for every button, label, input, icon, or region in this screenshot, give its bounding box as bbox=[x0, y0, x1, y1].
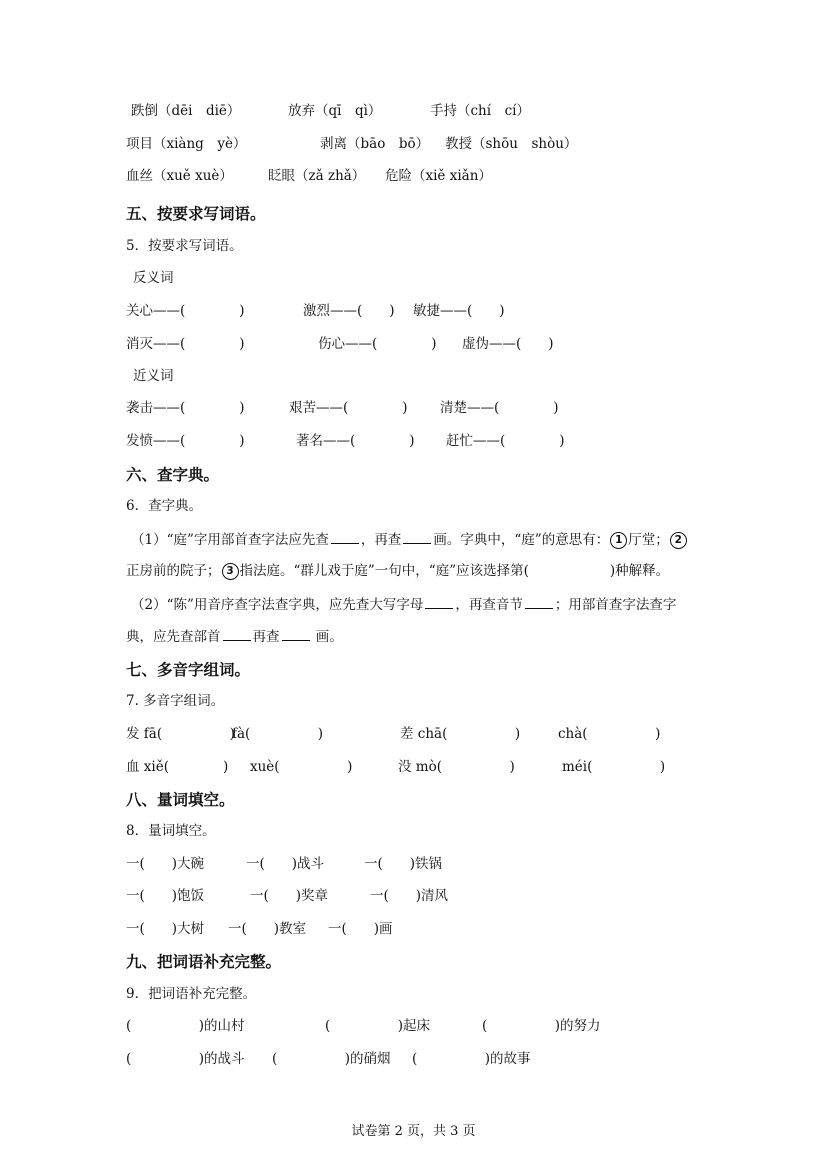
pinyin-item bbox=[126, 166, 233, 186]
text: （1）“庭”字用部首查字法应先查 bbox=[131, 532, 329, 548]
pinyin-item-text: 教授（shōu shòu） bbox=[445, 136, 578, 152]
fill-item: ( )的硝烟 bbox=[272, 1051, 391, 1067]
fill-item: 一( )铁锅 bbox=[364, 856, 443, 872]
pinyin-item bbox=[445, 134, 577, 154]
answer-blank[interactable] bbox=[282, 626, 310, 641]
pinyin-item-text: 手持（chí cí） bbox=[430, 103, 530, 119]
fill-item: ( )的山村 bbox=[126, 1018, 245, 1034]
text: 厅堂； bbox=[628, 532, 669, 548]
fill-item: 敏捷——( ) bbox=[413, 303, 505, 319]
section-heading: 六、查字典。 bbox=[126, 466, 220, 484]
fill-item: 差 chā( ) bbox=[400, 726, 521, 742]
question-title: 8．量词填空。 bbox=[126, 823, 216, 839]
question-title: 5．按要求写词语。 bbox=[126, 238, 243, 254]
circled-number: 2 bbox=[670, 532, 687, 549]
answer-blank[interactable] bbox=[331, 529, 359, 544]
fill-item: 一( )清风 bbox=[370, 888, 449, 904]
fill-item: 一( )大碗 bbox=[126, 856, 205, 872]
pinyin-item-text: 血丝（xuě xuè） bbox=[126, 168, 233, 184]
answer-blank[interactable] bbox=[525, 594, 553, 609]
text: ，再查 bbox=[360, 532, 402, 548]
fill-item: 消灭——( ) bbox=[126, 336, 245, 352]
fill-item: 一( )战斗 bbox=[246, 856, 325, 872]
fill-item: 发 fā( ) bbox=[126, 726, 235, 742]
question-title: 7. 多音字组词。 bbox=[126, 693, 225, 709]
pinyin-item-text: 剥离（bāo bō） bbox=[320, 136, 430, 152]
fill-item: 赶忙——( ) bbox=[446, 433, 565, 449]
pinyin-item-text: 项目（xiàng yè） bbox=[126, 136, 247, 152]
dict-q1-line2 bbox=[126, 561, 669, 581]
text: ；用部首查字法查字 bbox=[554, 597, 677, 613]
fill-item: fà( ) bbox=[232, 726, 324, 742]
question-title: 9．把词语补充完整。 bbox=[126, 986, 257, 1002]
pinyin-item bbox=[288, 101, 381, 121]
fill-item: 著名——( ) bbox=[296, 433, 415, 449]
answer-blank[interactable] bbox=[223, 626, 251, 641]
fill-item: 虚伪——( ) bbox=[462, 336, 554, 352]
fill-item: ( )的故事 bbox=[412, 1051, 531, 1067]
fill-item: 关心——( ) bbox=[126, 303, 245, 319]
fill-item: 一( )画 bbox=[328, 921, 393, 937]
fill-item: 一( )饱饭 bbox=[126, 888, 205, 904]
pinyin-item bbox=[320, 134, 429, 154]
text: 画。字典中，“庭”的意思有： bbox=[433, 532, 610, 548]
pinyin-item bbox=[385, 166, 492, 186]
pinyin-item-text: 危险（xiě xiǎn） bbox=[385, 168, 492, 184]
fill-item: méi( ) bbox=[562, 759, 666, 775]
answer-blank[interactable] bbox=[403, 529, 431, 544]
dict-q2-line2 bbox=[126, 626, 343, 647]
fill-item: 没 mò( ) bbox=[398, 759, 515, 775]
text: 再查 bbox=[252, 629, 280, 645]
fill-item: 血 xiě( ) bbox=[126, 759, 229, 775]
fill-item: 发愤——( ) bbox=[126, 433, 245, 449]
text: （2）“陈”用音序查字法查字典，应先查大写字母 bbox=[131, 597, 424, 613]
pinyin-item bbox=[268, 166, 365, 186]
answer-blank[interactable] bbox=[425, 594, 453, 609]
section-heading: 五、按要求写词语。 bbox=[126, 205, 266, 223]
fill-item: 一( )奖章 bbox=[250, 888, 329, 904]
text: 画。 bbox=[311, 629, 343, 645]
pinyin-item-text: 跌倒（dēi diē） bbox=[131, 103, 241, 119]
circled-number: 1 bbox=[610, 532, 627, 549]
circled-number: 3 bbox=[222, 563, 239, 580]
pinyin-item-text: 放弃（qī qì） bbox=[288, 103, 382, 119]
text: ，再查音节 bbox=[455, 597, 523, 613]
fill-item: ( )的努力 bbox=[482, 1018, 601, 1034]
fill-item: ( )的战斗 bbox=[126, 1051, 245, 1067]
pinyin-item-text: 眨眼（zǎ zhǎ） bbox=[268, 168, 366, 184]
dict-q1-line1 bbox=[131, 529, 688, 550]
text: 正房前的院子； bbox=[126, 563, 221, 579]
pinyin-item bbox=[430, 101, 530, 121]
fill-item: xuè( ) bbox=[250, 759, 353, 775]
section-heading: 八、量词填空。 bbox=[126, 791, 235, 809]
pinyin-item bbox=[126, 134, 246, 154]
fill-item: chà( ) bbox=[558, 726, 661, 742]
fill-item: 一( )教室 bbox=[228, 921, 307, 937]
fill-item: ( )起床 bbox=[325, 1018, 431, 1034]
fill-item: 一( )大树 bbox=[126, 921, 205, 937]
dict-q2-line1 bbox=[131, 594, 676, 615]
pinyin-item bbox=[131, 101, 240, 121]
page-footer: 试卷第 2 页，共 3 页 bbox=[351, 1124, 476, 1139]
fill-item: 袭击——( ) bbox=[126, 400, 245, 416]
text: 典，应先查部首 bbox=[126, 629, 221, 645]
fill-item: 清楚——( ) bbox=[440, 400, 559, 416]
fill-item: 激烈——( ) bbox=[303, 303, 395, 319]
question-title: 6．查字典。 bbox=[126, 498, 203, 514]
fill-item: 艰苦——( ) bbox=[289, 400, 408, 416]
section-heading: 七、多音字组词。 bbox=[126, 661, 251, 679]
subheading-synonym: 近义词 bbox=[133, 368, 174, 384]
subheading-antonym: 反义词 bbox=[133, 270, 174, 286]
fill-item: 伤心——( ) bbox=[318, 336, 437, 352]
section-heading: 九、把词语补充完整。 bbox=[126, 953, 282, 971]
text: 指法庭。“群儿戏于庭”一句中，“庭”应该选择第( )种解释。 bbox=[239, 563, 670, 579]
